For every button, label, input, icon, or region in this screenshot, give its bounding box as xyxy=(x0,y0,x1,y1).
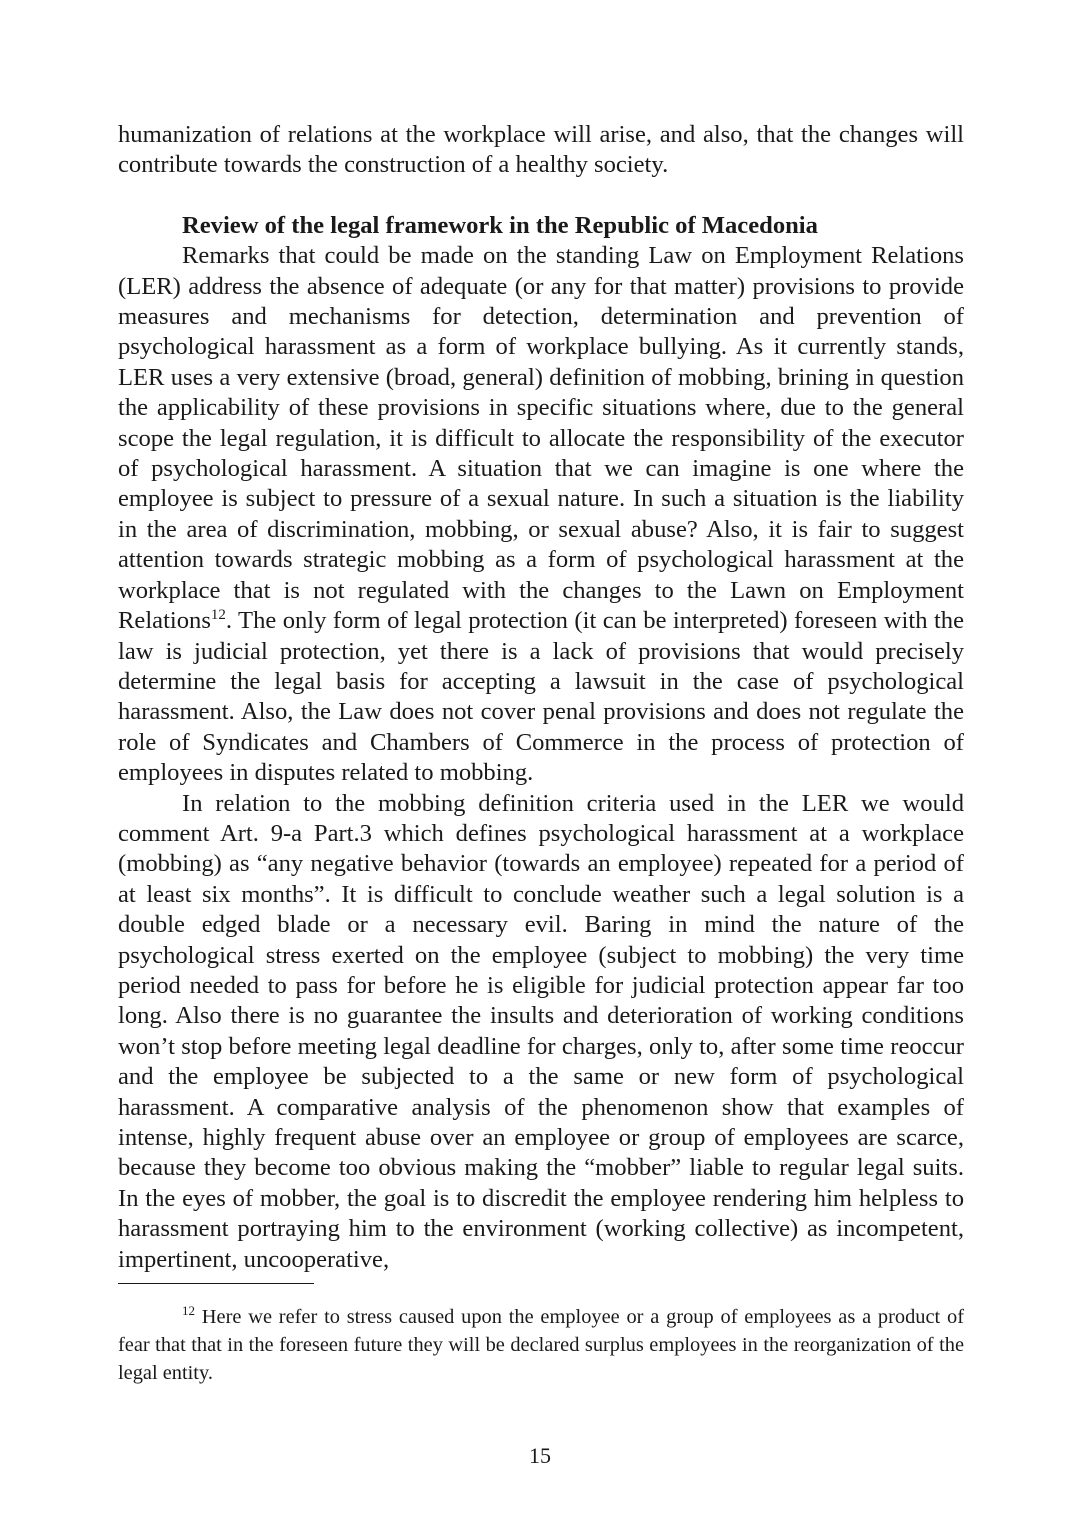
footnote-divider xyxy=(118,1283,314,1284)
page-body xyxy=(118,120,964,1275)
footnote-text: Here we refer to stress caused upon the employee or a group of employees as a product of fear that that in the foreseen future they will be declared surplus employees in the reorganization of the legal entity. xyxy=(118,1306,964,1384)
paragraph-1-text-continued: . The only form of legal protection (it can be interpreted) foreseen with the law is judicial protection, yet there is a lack of provisions that would precisely determine the legal basis for accepting a lawsuit in the case of psychological harassment. Also, the Law does not cover penal provisions and does not regulate the role of Syndicates and Chambers of Commerce in the process of protection of employees in disputes related to mobbing. xyxy=(118,607,964,787)
top-paragraph: humanization of relations at the workplace will arise, and also, that the changes will contribute towards the construction of a healthy society. xyxy=(118,121,964,179)
footnote-reference: 12 xyxy=(210,606,226,623)
page-number: 15 xyxy=(529,1443,551,1468)
paragraph-1 xyxy=(118,241,964,788)
footnote xyxy=(118,1304,964,1387)
footnote-number: 12 xyxy=(182,1303,195,1319)
paragraph-1-text: Remarks that could be made on the standing Law on Employment Relations (LER) address the absence of adequate (or any for that matter) provisions to provide measures and mechanisms for detection, determination and prevention of psychological harassment as a form of workplace bullying. As it currently stands, LER uses a very extensive (broad, general) definition of mobbing, brining in question the applicability of these provisions in specific situations where, due to the general scope the legal regulation, it is difficult to allocate the responsibility of the executor of psychological harassment. A situation that we can imagine is one where the employee is subject to pressure of a sexual nature. In such a situation is the liability in the area of discrimination, mobbing, or sexual abuse? Also, it is fair to suggest attention towards strategic mobbing as a form of psychological harassment at the workplace that is not regulated with the changes to the Lawn on Employment Relations xyxy=(118,242,964,635)
section-heading: Review of the legal framework in the Republic of Macedonia xyxy=(182,211,818,239)
paragraph-2: In relation to the mobbing definition criteria used in the LER we would comment Art. 9-a Part.3 which defines psychological harassment at a workplace (mobbing) as “any negative behavior (towards an employee) repeated for a period of at least six months”. It is difficult to conclude weather such a legal solution is a double edged blade or a necessary evil. Baring in mind the nature of the psychological stress exerted on the employee (subject to mobbing) the very time period needed to pass for before he is eligible for judicial protection appear far too long. Also there is no guarantee the insults and deterioration of working conditions won’t stop before meeting legal deadline for charges, only to, after some time reoccur and the employee be subjected to a the same or new form of psychological harassment. A comparative analysis of the phenomenon show that examples of intense, highly frequent abuse over an employee or group of employees are scarce, because they become too obvious making the “mobber” liable to regular legal suits. In the eyes of mobber, the goal is to discredit the employee rendering him helpless to harassment portraying him to the environment (working collective) as incompetent, impertinent, uncooperative, xyxy=(118,789,964,1273)
